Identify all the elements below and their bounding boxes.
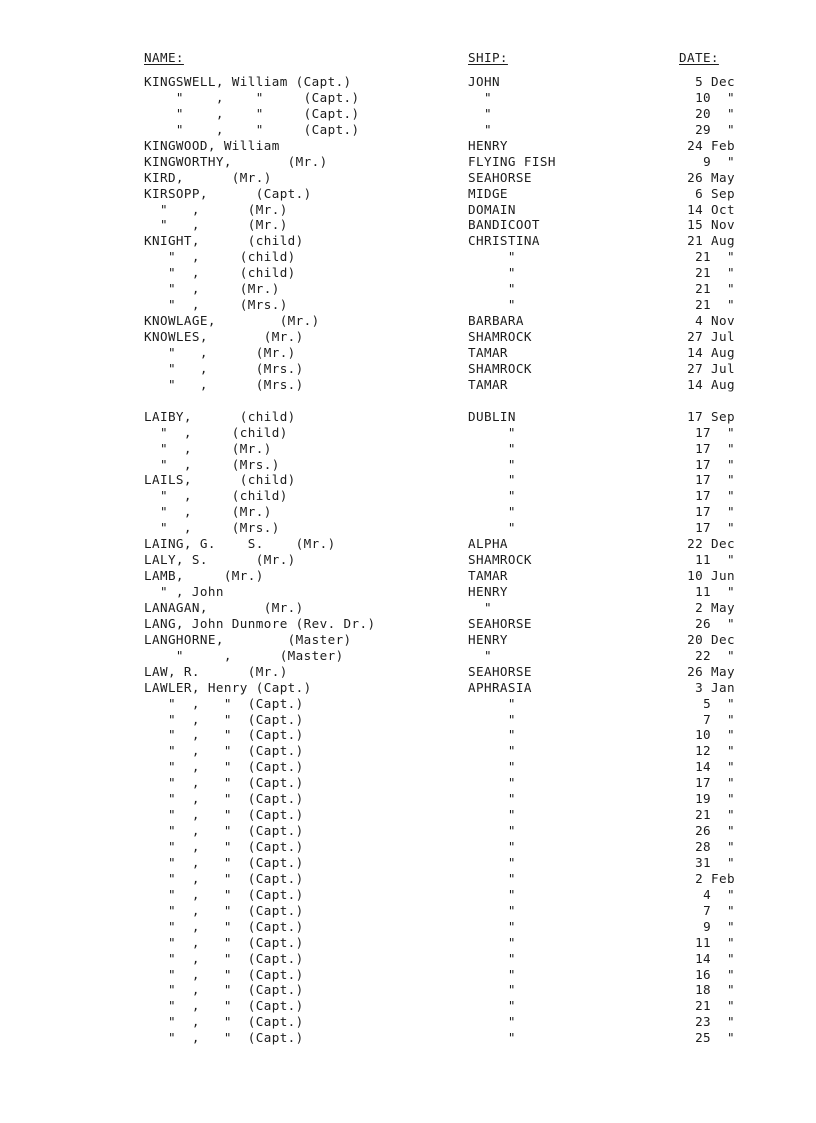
ship-name: ": [468, 727, 516, 743]
passenger-name: " , " (Capt.): [144, 89, 360, 105]
arrival-date: 10 ": [695, 89, 735, 105]
ship-name: APHRASIA: [468, 679, 532, 695]
table-row: [0, 600, 816, 616]
table-row: [0, 488, 816, 504]
arrival-date: 14 ": [695, 950, 735, 966]
table-row: [0, 281, 816, 297]
ship-name: SHAMROCK: [468, 329, 532, 344]
passenger-name: " , " (Capt.): [144, 870, 304, 886]
ship-name: ": [468, 918, 516, 934]
passenger-name: " , " (Capt.): [144, 1030, 304, 1046]
ship-name: ": [468, 823, 516, 839]
passenger-name: " , (child): [144, 424, 288, 440]
ship-name: ": [468, 281, 516, 297]
arrival-date: 23 ": [695, 1014, 735, 1030]
table-row: [0, 935, 816, 951]
ship-name: ": [468, 966, 516, 982]
ship-name: ": [468, 599, 492, 615]
arrival-date: 21 ": [695, 265, 735, 281]
ship-name: ": [468, 934, 516, 950]
arrival-date: 22 Dec: [687, 536, 735, 552]
passenger-name: " , " (Capt.): [144, 902, 304, 918]
table-row: [0, 775, 816, 791]
ship-name: ": [468, 854, 516, 870]
passenger-name: " , " (Capt.): [144, 966, 304, 982]
table-row: [0, 202, 816, 218]
arrival-date: 10 ": [695, 727, 735, 743]
arrival-date: 17 ": [695, 456, 735, 472]
passenger-name: " , " (Capt.): [144, 1014, 304, 1030]
passenger-name: KIRSOPP, (Capt.): [144, 185, 312, 201]
arrival-date: 11 ": [695, 584, 735, 599]
passenger-name: " , (Mrs.): [144, 456, 280, 472]
arrival-date: 27 Jul: [687, 329, 735, 344]
passenger-name: " , (Mrs.): [144, 297, 288, 313]
table-row: [0, 1014, 816, 1030]
table-row: [0, 377, 816, 393]
ship-name: ": [468, 89, 492, 105]
table-row: [0, 982, 816, 998]
arrival-date: 2 Feb: [695, 870, 735, 886]
table-row: [0, 217, 816, 233]
ship-name: JOHN: [468, 74, 500, 89]
arrival-date: 21 ": [695, 249, 735, 265]
ship-name: ": [468, 1030, 516, 1046]
passenger-name: " , (child): [144, 488, 288, 504]
arrival-date: 31 ": [695, 854, 735, 870]
arrival-date: 26 May: [687, 169, 735, 185]
table-row: [0, 186, 816, 202]
ship-name: ": [468, 759, 516, 775]
arrival-date: 10 Jun: [687, 568, 735, 584]
ship-name: ": [468, 488, 516, 504]
arrival-date: 9 ": [703, 918, 735, 934]
table-row: [0, 504, 816, 520]
table-row: [0, 696, 816, 712]
table-row: [0, 329, 816, 345]
passenger-name: " , " (Capt.): [144, 839, 304, 854]
passenger-name: KNOWLES, (Mr.): [144, 329, 304, 344]
passenger-name: " , " (Capt.): [144, 791, 304, 807]
arrival-date: 14 Oct: [687, 201, 735, 217]
passenger-name: LAW, R. (Mr.): [144, 663, 288, 679]
table-row: [0, 855, 816, 871]
ship-name: HENRY: [468, 584, 508, 599]
table-row: [0, 122, 816, 138]
table-row: [0, 584, 816, 600]
ship-name: ": [468, 121, 492, 137]
ship-name: DUBLIN: [468, 408, 516, 424]
ship-name: BARBARA: [468, 313, 524, 329]
arrival-date: 11 ": [695, 552, 735, 568]
passenger-name: LAMB, (Mr.): [144, 568, 264, 584]
arrival-date: 24 Feb: [687, 137, 735, 153]
ship-name: TAMAR: [468, 376, 508, 392]
arrival-date: 27 Jul: [687, 360, 735, 376]
ship-name: ": [468, 472, 516, 488]
arrival-date: 20 Dec: [687, 631, 735, 647]
table-row: [0, 951, 816, 967]
arrival-date: 21 Aug: [687, 233, 735, 249]
ship-name: ": [468, 105, 492, 121]
table-row: [0, 712, 816, 728]
ship-name: ": [468, 520, 516, 536]
passenger-name: " , " (Capt.): [144, 886, 304, 902]
table-row: [0, 90, 816, 106]
ship-name: ": [468, 950, 516, 966]
passenger-name: " , (child): [144, 265, 296, 281]
passenger-name: " , " (Capt.): [144, 711, 304, 727]
ship-name: ": [468, 998, 516, 1014]
passenger-name: " , " (Capt.): [144, 998, 304, 1014]
table-row: [0, 393, 816, 409]
table-row: [0, 887, 816, 903]
arrival-date: 17 ": [695, 520, 735, 536]
arrival-date: 16 ": [695, 966, 735, 982]
passenger-name: " , " (Capt.): [144, 121, 360, 137]
table-row: [0, 632, 816, 648]
ship-name: ": [468, 504, 516, 520]
passenger-name: KIRD, (Mr.): [144, 169, 272, 185]
arrival-date: 14 Aug: [687, 344, 735, 360]
table-row: [0, 1030, 816, 1046]
ship-name: TAMAR: [468, 344, 508, 360]
table-row: [0, 759, 816, 775]
ship-name: ": [468, 791, 516, 807]
passenger-name: " , " (Capt.): [144, 743, 304, 759]
table-row: [0, 568, 816, 584]
ship-name: SHAMROCK: [468, 360, 532, 376]
passenger-name: " , (Mr.): [144, 217, 288, 233]
arrival-date: 21 ": [695, 297, 735, 313]
passenger-name: " , (Mr.): [144, 504, 272, 520]
table-row: [0, 552, 816, 568]
table-row: [0, 106, 816, 122]
ship-name: FLYING FISH: [468, 153, 556, 169]
passenger-name: " , (Mr.): [144, 344, 296, 360]
arrival-date: 18 ": [695, 982, 735, 998]
table-row: [0, 520, 816, 536]
passenger-name: LANGHORNE, (Master): [144, 631, 352, 647]
table-row: [0, 536, 816, 552]
arrival-date: 7 ": [703, 711, 735, 727]
ship-name: DOMAIN: [468, 201, 516, 217]
passenger-name: " , (Mrs.): [144, 376, 304, 392]
passenger-name: " , " (Capt.): [144, 807, 304, 823]
passenger-name: KINGWORTHY, (Mr.): [144, 153, 328, 169]
passenger-name: KNOWLAGE, (Mr.): [144, 313, 320, 329]
ship-name: ": [468, 902, 516, 918]
arrival-date: 26 May: [687, 663, 735, 679]
ship-name: ": [468, 886, 516, 902]
ship-name: ": [468, 711, 516, 727]
arrival-date: 22 ": [695, 647, 735, 663]
arrival-date: 28 ": [695, 839, 735, 854]
ship-name: ": [468, 695, 516, 711]
table-row: [0, 839, 816, 855]
ship-name: HENRY: [468, 137, 508, 153]
ship-name: ": [468, 647, 492, 663]
ship-name: ": [468, 1014, 516, 1030]
table-row: [0, 903, 816, 919]
passenger-name: KINGSWELL, William (Capt.): [144, 74, 352, 89]
arrival-date: 25 ": [695, 1030, 735, 1046]
arrival-date: 14 Aug: [687, 376, 735, 392]
arrival-date: 17 ": [695, 775, 735, 791]
ship-name: ": [468, 456, 516, 472]
table-row: [0, 967, 816, 983]
ship-name: MIDGE: [468, 185, 508, 201]
ship-name: CHRISTINA: [468, 233, 540, 249]
table-row: [0, 154, 816, 170]
table-row: [0, 297, 816, 313]
arrival-date: 21 ": [695, 281, 735, 297]
passenger-name: LALY, S. (Mr.): [144, 552, 296, 568]
passenger-name: LAILS, (child): [144, 472, 296, 488]
passenger-name: LAING, G. S. (Mr.): [144, 536, 336, 552]
arrival-date: 29 ": [695, 121, 735, 137]
ship-name: ": [468, 839, 516, 854]
ship-name: ALPHA: [468, 536, 508, 552]
table-row: [0, 457, 816, 473]
arrival-date: 17 ": [695, 472, 735, 488]
arrival-date: 14 ": [695, 759, 735, 775]
ship-name: ": [468, 775, 516, 791]
table-row: [0, 361, 816, 377]
arrival-date: 2 May: [695, 599, 735, 615]
table-row: [0, 170, 816, 186]
passenger-name: " , " (Capt.): [144, 950, 304, 966]
arrival-date: 17 ": [695, 488, 735, 504]
passenger-list: [0, 74, 816, 1046]
passenger-name: KNIGHT, (child): [144, 233, 304, 249]
passenger-name: " , (Mr.): [144, 201, 288, 217]
table-row: [0, 823, 816, 839]
arrival-date: 4 ": [703, 886, 735, 902]
passenger-name: LAIBY, (child): [144, 408, 296, 424]
arrival-date: 5 ": [703, 695, 735, 711]
table-row: [0, 791, 816, 807]
passenger-name: " , " (Capt.): [144, 775, 304, 791]
table-row: [0, 680, 816, 696]
passenger-name: LAWLER, Henry (Capt.): [144, 679, 312, 695]
arrival-date: 26 ": [695, 823, 735, 839]
table-row: [0, 265, 816, 281]
passenger-name: " , (Mrs.): [144, 360, 304, 376]
ship-name: ": [468, 297, 516, 313]
arrival-date: 21 ": [695, 998, 735, 1014]
arrival-date: 11 ": [695, 934, 735, 950]
passenger-name: " , (Mrs.): [144, 520, 280, 536]
passenger-name: " , " (Capt.): [144, 982, 304, 998]
arrival-date: 26 ": [695, 615, 735, 631]
arrival-date: 3 Jan: [695, 679, 735, 695]
name-column-header: NAME:: [144, 50, 184, 65]
table-row: [0, 425, 816, 441]
table-row: [0, 441, 816, 457]
passenger-name: " , " (Capt.): [144, 759, 304, 775]
ship-column-header: SHIP:: [468, 50, 508, 65]
table-row: [0, 664, 816, 680]
passenger-name: " , " (Capt.): [144, 695, 304, 711]
table-row: [0, 74, 816, 90]
table-row: [0, 409, 816, 425]
table-row: [0, 313, 816, 329]
table-row: [0, 998, 816, 1014]
ship-name: ": [468, 440, 516, 456]
arrival-date: 12 ": [695, 743, 735, 759]
table-row: [0, 919, 816, 935]
arrival-date: 21 ": [695, 807, 735, 823]
passenger-name: " , " (Capt.): [144, 823, 304, 839]
table-row: [0, 807, 816, 823]
table-row: [0, 138, 816, 154]
passenger-name: LANG, John Dunmore (Rev. Dr.): [144, 615, 376, 631]
table-row: [0, 233, 816, 249]
table-row: [0, 345, 816, 361]
table-row: [0, 727, 816, 743]
table-row: [0, 871, 816, 887]
ship-name: SEAHORSE: [468, 169, 532, 185]
ship-name: ": [468, 982, 516, 998]
passenger-name: LANAGAN, (Mr.): [144, 599, 304, 615]
ship-name: ": [468, 424, 516, 440]
ship-name: ": [468, 870, 516, 886]
ship-name: BANDICOOT: [468, 217, 540, 233]
ship-name: ": [468, 265, 516, 281]
ship-name: ": [468, 249, 516, 265]
arrival-date: 17 ": [695, 440, 735, 456]
date-column-header: DATE:: [679, 50, 719, 65]
arrival-date: 19 ": [695, 791, 735, 807]
passenger-name: " , (Mr.): [144, 440, 272, 456]
passenger-name: KINGWOOD, William: [144, 137, 280, 153]
arrival-date: 9 ": [703, 153, 735, 169]
table-row: [0, 616, 816, 632]
ship-name: ": [468, 743, 516, 759]
passenger-name: " , " (Capt.): [144, 105, 360, 121]
passenger-name: " , (Mr.): [144, 281, 280, 297]
ship-name: HENRY: [468, 631, 508, 647]
arrival-date: 15 Nov: [687, 217, 735, 233]
passenger-name: " , " (Capt.): [144, 918, 304, 934]
passenger-name: " , " (Capt.): [144, 934, 304, 950]
table-row: [0, 249, 816, 265]
passenger-name: " , John: [144, 584, 224, 599]
ship-name: SHAMROCK: [468, 552, 532, 568]
table-row: [0, 472, 816, 488]
ship-name: TAMAR: [468, 568, 508, 584]
table-row: [0, 743, 816, 759]
arrival-date: 17 Sep: [687, 408, 735, 424]
arrival-date: 20 ": [695, 105, 735, 121]
arrival-date: 4 Nov: [695, 313, 735, 329]
ship-name: SEAHORSE: [468, 615, 532, 631]
passenger-name: " , " (Capt.): [144, 854, 304, 870]
arrival-date: 17 ": [695, 504, 735, 520]
arrival-date: 17 ": [695, 424, 735, 440]
ship-name: SEAHORSE: [468, 663, 532, 679]
passenger-name: " , (child): [144, 249, 296, 265]
arrival-date: 6 Sep: [695, 185, 735, 201]
table-row: [0, 648, 816, 664]
arrival-date: 7 ": [703, 902, 735, 918]
passenger-name: " , " (Capt.): [144, 727, 304, 743]
arrival-date: 5 Dec: [695, 74, 735, 89]
passenger-name: " , (Master): [144, 647, 344, 663]
ship-name: ": [468, 807, 516, 823]
